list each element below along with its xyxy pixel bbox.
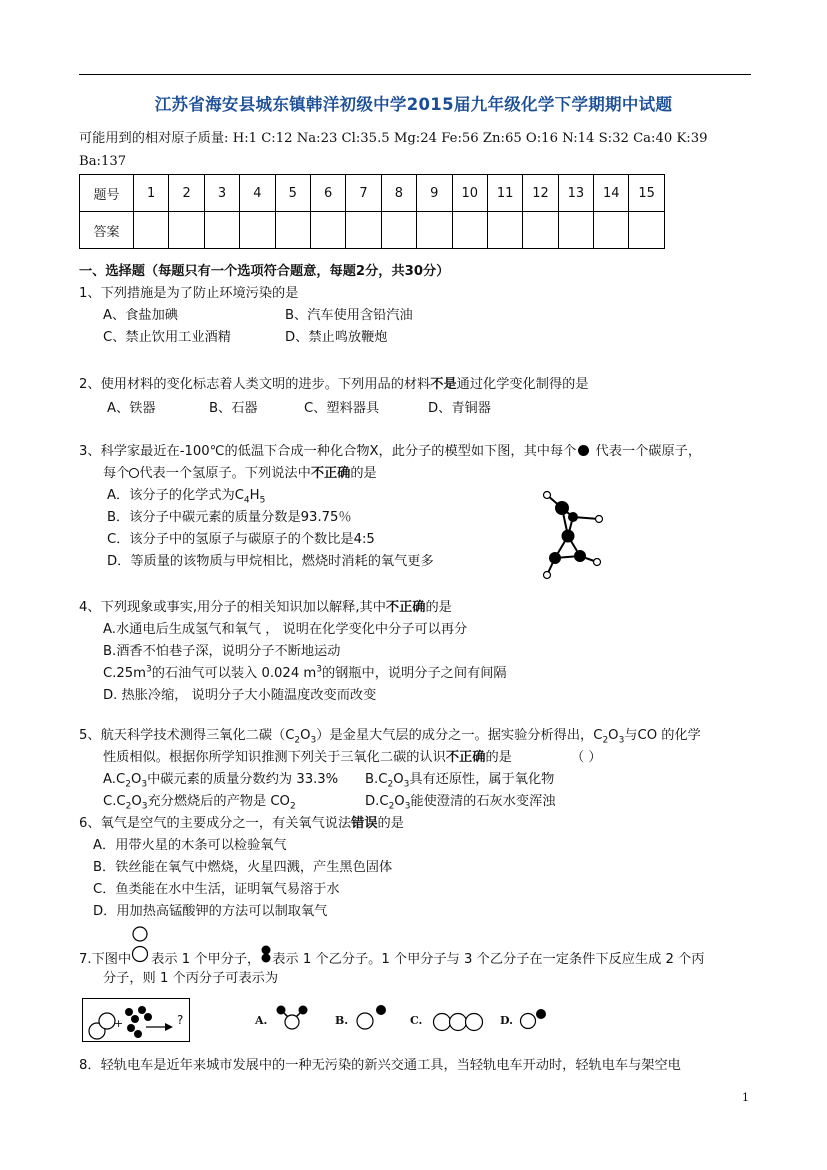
- answer-table-number: 7: [346, 175, 381, 212]
- q1-option-c: C、禁止饮用工业酒精: [103, 330, 231, 345]
- answer-table-number: 12: [523, 175, 558, 212]
- answer-cell[interactable]: [275, 212, 310, 249]
- answer-table-number: 9: [417, 175, 452, 212]
- header-rule: [79, 74, 751, 75]
- q1-option-a: A、食盐加碘: [103, 308, 178, 323]
- hydrogen-atom-icon: [544, 572, 551, 579]
- carbon-atom-icon: [574, 550, 586, 562]
- exam-title: 江苏省海安县城东镇韩洋初级中学2015届九年级化学下学期期中试题: [154, 95, 673, 114]
- q7-line-1: 7.下图中 表示 1 个甲分子， 表示 1 个乙分子。1 个甲分子与 3 个乙分子在一定条件下反应生成 2 个丙: [79, 947, 704, 969]
- q3-option-b: B．该分子中碳元素的质量分数是93.75％: [107, 510, 352, 525]
- answer-table-number: 8: [381, 175, 416, 212]
- carbon-atom-icon: [549, 552, 561, 564]
- q2-option-a: A、铁器: [107, 401, 156, 416]
- answer-cell[interactable]: [310, 212, 345, 249]
- q7-option-a-label: A.: [255, 1014, 268, 1027]
- hydrogen-atom-icon: [594, 559, 601, 566]
- q2-option-b: B、石器: [209, 401, 258, 416]
- q5-option-b: $B.C_2O_3$具有还原性，属于氧化物: [365, 772, 555, 790]
- answer-cell[interactable]: [452, 212, 487, 249]
- answer-table-header-number: 题号: [80, 175, 134, 212]
- answer-cell[interactable]: [523, 212, 558, 249]
- q3-option-a: A．该分子的化学式为$C_4H_5$: [107, 488, 266, 506]
- q2-option-d: D、青铜器: [428, 401, 491, 416]
- answer-table-number: 5: [275, 175, 310, 212]
- q6-option-c: C．鱼类能在水中生活，证明氧气易溶于水: [93, 882, 340, 897]
- q7-option-b-label: B.: [335, 1014, 349, 1027]
- answer-table-number: 10: [452, 175, 487, 212]
- answer-table-answer-row: [80, 212, 665, 249]
- q7-line-2: 分子，则 1 个丙分子可表示为: [103, 971, 279, 986]
- section-heading: 一、选择题（每题只有一个选项符合题意，每题2分，共30分）: [79, 264, 450, 279]
- q3-option-d: D．等质量的该物质与甲烷相比，燃烧时消耗的氧气更多: [107, 554, 434, 569]
- answer-table-header-answer: 答案: [80, 212, 134, 249]
- q8-line-1: 8．轻轨电车是近年来城市发展中的一种无污染的新兴交通工具，当轻轨电车开动时，轻轨电车与架空电: [79, 1058, 681, 1073]
- answer-cell[interactable]: [558, 212, 593, 249]
- q2-stem: 2、使用材料的变化标志着人类文明的进步。下列用品的材料不是通过化学变化制得的是: [79, 377, 589, 392]
- q1-option-b: B、汽车使用含铅汽油: [285, 308, 413, 323]
- answer-table-number: 14: [594, 175, 629, 212]
- answer-table-number: 6: [310, 175, 345, 212]
- q5-option-d: $D.C_2O_3$能使澄清的石灰水变浑浊: [365, 794, 556, 812]
- answer-cell[interactable]: [487, 212, 522, 249]
- answer-table-number: 13: [558, 175, 593, 212]
- q7-unknown-product: ?: [177, 1013, 184, 1027]
- answer-table-number: 11: [487, 175, 522, 212]
- q1-option-d: D、禁止鸣放鞭炮: [285, 330, 388, 345]
- carbon-atom-icon: [555, 501, 569, 515]
- q7-option-a-molecule: [275, 1004, 309, 1034]
- q7-reaction-diagram: [83, 999, 191, 1043]
- q6-option-a: A．用带火星的木条可以检验氧气: [93, 838, 287, 853]
- atomic-masses-line-2: Ba:137: [79, 154, 127, 169]
- q4-stem: 4、下列现象或事实,用分子的相关知识加以解释,其中不正确的是: [79, 600, 452, 615]
- q3-line-1: 3、科学家最近在-100℃的低温下合成一种化合物X，此分子的模型如下图，其中每个 代表一个碳原子，: [79, 444, 702, 459]
- q4-option-c: $C.25m^3$的石油气可以装入 0.024 $m^3$的钢瓶中，说明分子之间有间隔: [103, 664, 507, 681]
- molecule-jia-icon: [131, 947, 151, 965]
- q5-line-1: 5、航天科学技术测得三氧化二碳$(C_2O_3)$是金星大气层的成分之一。据实验分析得出，$C_2O_3$与CO 的化学: [79, 728, 701, 746]
- q7-option-c-molecule: [428, 1004, 488, 1032]
- q6-option-d: D．用加热高锰酸钾的方法可以制取氧气: [93, 904, 328, 919]
- hydrogen-atom-icon: [544, 492, 551, 499]
- q5-answer-paren: （ ）: [571, 750, 602, 765]
- q5-line-2: 性质相似。根据你所学知识推测下列关于三氧化二碳的认识不正确的是: [103, 750, 512, 765]
- q7-option-d-molecule: [516, 1004, 550, 1032]
- q4-option-d: D. 热胀冷缩， 说明分子大小随温度改变而改变: [103, 688, 377, 703]
- answer-table: [79, 174, 665, 249]
- q5-option-a: $A.C_2O_3$中碳元素的质量分数约为 33.3%: [103, 772, 339, 790]
- hydrogen-atom-icon: [129, 468, 139, 478]
- carbon-atom-icon: [578, 445, 589, 456]
- carbon-atom-icon: [568, 512, 578, 522]
- answer-table-number: 3: [204, 175, 239, 212]
- q1-stem: 1、下列措施是为了防止环境污染的是: [79, 286, 299, 301]
- q2-option-c: C、塑料器具: [304, 401, 380, 416]
- page-number: 1: [742, 1091, 749, 1104]
- q7-option-c-label: C.: [410, 1014, 423, 1027]
- q3-line-2: 每个 代表一个氢原子。下列说法中不正确的是: [103, 466, 377, 481]
- answer-cell[interactable]: [417, 212, 452, 249]
- hydrogen-atom-icon: [596, 516, 603, 523]
- answer-cell[interactable]: [240, 212, 275, 249]
- answer-table-number: 4: [240, 175, 275, 212]
- q7-option-b-molecule: [354, 1004, 394, 1032]
- answer-cell[interactable]: [381, 212, 416, 249]
- answer-table-number: 1: [134, 175, 169, 212]
- answer-table-number: 15: [629, 175, 664, 212]
- q4-option-a: A.水通电后生成氢气和氧气 ， 说明在化学变化中分子可以再分: [103, 622, 468, 637]
- answer-cell[interactable]: [629, 212, 664, 249]
- q7-plus-sign: +: [114, 1017, 124, 1030]
- carbon-atom-icon: [562, 530, 575, 543]
- answer-cell[interactable]: [134, 212, 169, 249]
- atomic-masses-line-1: 可能用到的相对原子质量: H:1 C:12 Na:23 Cl:35.5 Mg:24 Fe:56 Zn:65 O:16 N:14 S:32 Ca:40 K:39: [79, 131, 708, 146]
- q7-reaction-box: [82, 998, 190, 1042]
- q3-molecule-model: [535, 485, 610, 585]
- q5-option-c: $C.C_2O_3$充分燃烧后的产物是 $CO_2$: [103, 794, 296, 812]
- answer-cell[interactable]: [346, 212, 381, 249]
- q4-option-b: B.酒香不怕巷子深，说明分子不断地运动: [103, 644, 341, 659]
- answer-cell[interactable]: [169, 212, 204, 249]
- q6-stem: 6、氧气是空气的主要成分之一，有关氧气说法错误的是: [79, 816, 404, 831]
- q3-option-c: C．该分子中的氢原子与碳原子的个数比是4:5: [107, 532, 375, 547]
- answer-table-number: 2: [169, 175, 204, 212]
- answer-cell[interactable]: [594, 212, 629, 249]
- q6-option-b: B．铁丝能在氧气中燃烧，火星四溅，产生黑色固体: [93, 860, 393, 875]
- q7-option-d-label: D.: [500, 1014, 513, 1027]
- molecule-yi-icon: [260, 947, 272, 965]
- answer-cell[interactable]: [204, 212, 239, 249]
- answer-table-number-row: [80, 175, 665, 212]
